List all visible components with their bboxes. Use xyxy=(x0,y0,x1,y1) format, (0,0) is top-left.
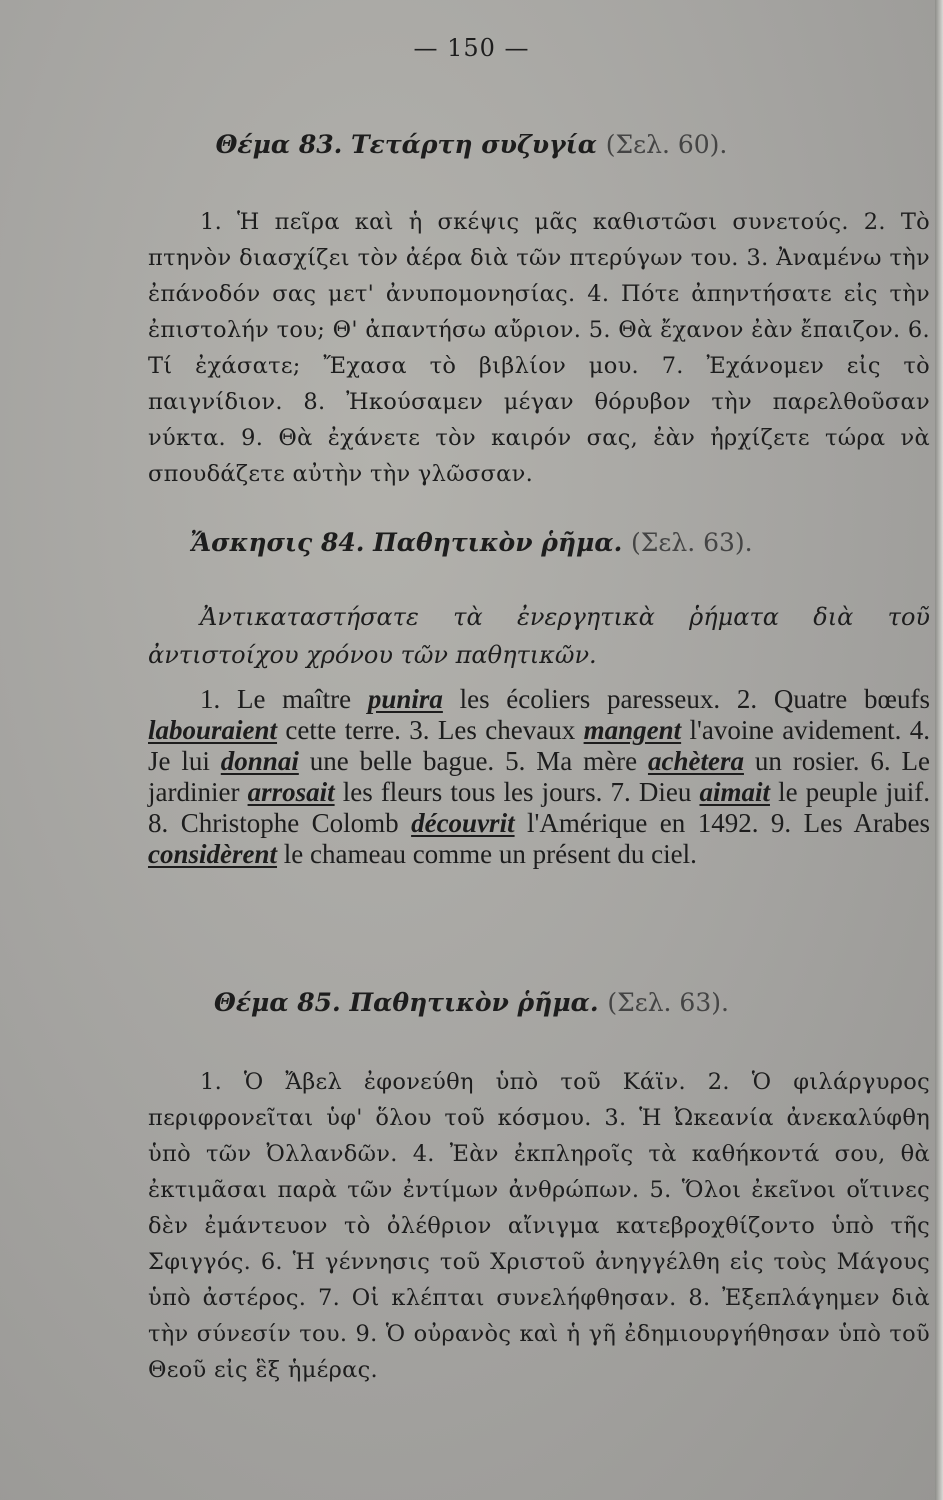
sentence-5-pre: 5. Ma mère xyxy=(505,746,648,776)
sentence-5-post: un rosier. xyxy=(743,746,871,776)
sentence-1-pre: 1. Le maître xyxy=(200,684,368,714)
page-number: — 150 — xyxy=(413,34,530,62)
section-85-title: Θέμα 85. Παθητικὸν ῥῆμα. xyxy=(214,988,599,1017)
section-84-exercise xyxy=(148,684,930,870)
sentence-1-post: les écoliers paresseux. xyxy=(442,684,737,714)
sentence-8-verb: découvrit xyxy=(411,808,515,838)
sentence-7-verb: aimait xyxy=(699,777,770,807)
section-84-heading xyxy=(0,528,943,557)
sentence-7-post: le peuple juif. xyxy=(769,777,930,807)
sentence-9-pre: 9. Les Arabes xyxy=(770,808,930,838)
sentence-4-pre: 4. Je lui xyxy=(148,715,931,776)
section-83-heading xyxy=(0,130,943,159)
section-83-body xyxy=(148,204,930,492)
sentence-2-pre: 2. Quatre bœufs xyxy=(736,684,930,714)
sentence-9-verb: considèrent xyxy=(148,839,278,869)
sentence-3-post: l'avoine avidement. xyxy=(681,715,910,745)
sentence-4-post: une belle bague. xyxy=(298,746,506,776)
sentence-1-verb: punira xyxy=(367,684,443,714)
section-85-page-ref: (Σελ. 63). xyxy=(607,988,729,1017)
sentence-6-pre: 6. Le jardinier xyxy=(148,746,930,807)
section-84-instruction-text: Ἀντικαταστήσατε τὰ ἐνεργητικὰ ῥήματα διὰ τοῦ ἀντιστοίχου χρόνου τῶν παθητικῶν. xyxy=(148,603,930,669)
sentence-5-verb: achètera xyxy=(647,746,744,776)
sentence-9-post: le chameau comme un présent du ciel. xyxy=(277,839,697,869)
sentence-4-verb: donnai xyxy=(220,746,299,776)
section-83-title: Θέμα 83. Τετάρτη συζυγία xyxy=(215,130,597,159)
section-83-page-ref: (Σελ. 60). xyxy=(605,130,728,159)
sentence-8-post: l'Amérique en 1492. xyxy=(514,808,771,838)
sentence-6-verb: arrosait xyxy=(247,777,335,807)
section-85-text: 1. Ὁ Ἄβελ ἐφονεύθη ὑπὸ τοῦ Κάϊν. 2. Ὁ φιλάργυρος περιφρονεῖται ὑφ' ὅλου τοῦ κόσμου. 3. Ἡ Ὠκεανία ἀνεκαλύφθη ὑπὸ τῶν Ὀλλανδῶν. 4. Ἐὰν ἐκπληροῖς τὰ καθήκοντά σου, θὰ ἐκτιμᾶσαι παρὰ τῶν ἐντίμων ἀνθρώπων. 5. Ὅλοι ἐκεῖνοι οἵτινες δὲν ἐμάντευον τὸ ὀλέθριον αἴνιγμα κατεβροχθίζοντο ὑπὸ τῆς Σφιγγός. 6. Ἡ γέννησις τοῦ Χριστοῦ ἀνηγγέλθη εἰς τοὺς Μάγους ὑπὸ ἀστέρος. 7. Οἱ κλέπται συνελήφθησαν. 8. Ἐξεπλάγημεν διὰ τὴν σύνεσίν του. 9. Ὁ οὐρανὸς καὶ ἡ γῆ ἐδημιουργήθησαν ὑπὸ τοῦ Θεοῦ εἰς ἓξ ἡμέρας. xyxy=(148,1069,930,1383)
section-85-body xyxy=(148,1064,930,1388)
sentence-3-pre: 3. Les chevaux xyxy=(409,715,584,745)
page-edge xyxy=(935,0,943,1500)
sentence-7-pre: 7. Dieu xyxy=(610,777,700,807)
sentence-6-post: les fleurs tous les jours. xyxy=(334,777,611,807)
section-83-text: 1. Ἡ πεῖρα καὶ ἡ σκέψις μᾶς καθιστῶσι συνετούς. 2. Τὸ πτηνὸν διασχίζει τὸν ἀέρα διὰ τῶν πτερύγων του. 3. Ἀναμένω τὴν ἐπάνοδόν σας μετ' ἀνυπομονησίας. 4. Πότε ἀπηντήσατε εἰς τὴν ἐπιστολήν του; Θ' ἀπαντήσω αὔριον. 5. Θὰ ἔχανον ἐὰν ἔπαιζον. 6. Τί ἐχάσατε; Ἔχασα τὸ βιβλίον μου. 7. Ἐχάνομεν εἰς τὸ παιγνίδιον. 8. Ἠκούσαμεν μέγαν θόρυβον τὴν παρελθοῦσαν νύκτα. 9. Θὰ ἐχάνετε τὸν καιρόν σας, ἐὰν ἠρχίζετε τώρα νὰ σπουδάζετε αὐτὴν τὴν γλῶσσαν. xyxy=(148,209,930,487)
sentence-3-verb: mangent xyxy=(583,715,682,745)
section-85-heading xyxy=(0,988,943,1017)
section-84-instruction xyxy=(148,598,930,674)
section-84-page-ref: (Σελ. 63). xyxy=(631,528,753,557)
sentence-2-verb: labouraient xyxy=(148,715,278,745)
sentence-2-post: cette terre. xyxy=(277,715,410,745)
sentence-8-pre: 8. Christophe Colomb xyxy=(148,808,412,838)
section-84-title: Ἄσκησις 84. Παθητικὸν ῥῆμα. xyxy=(190,528,623,557)
